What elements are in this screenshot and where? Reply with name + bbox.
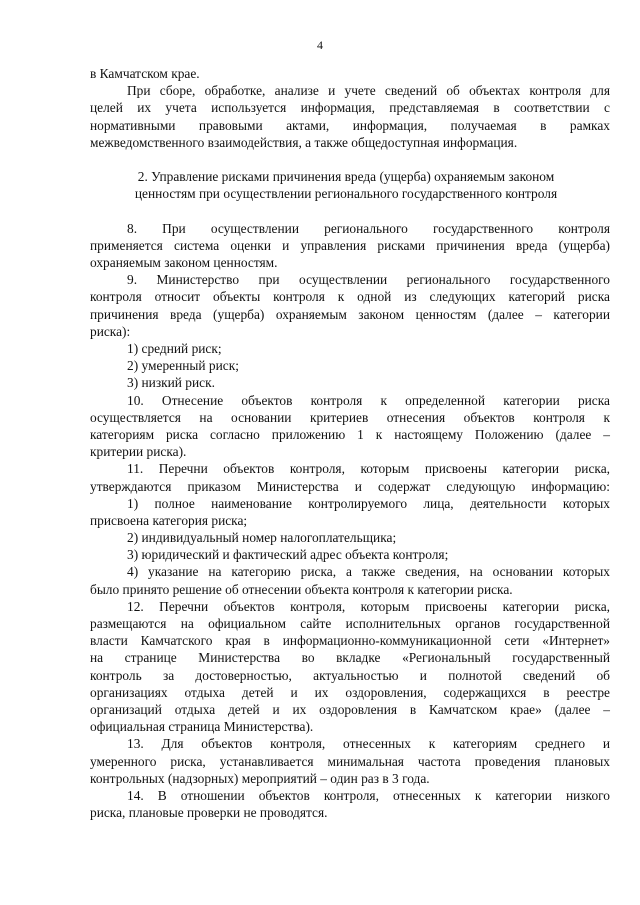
text-line: 1) средний риск; [127,341,222,356]
text-line: риска, плановые проверки не проводятся. [90,805,328,821]
section-heading-line: 2. Управление рисками причинения вреда (ущерба) охраняемым законом [137,169,555,185]
text-line: 13. Для объектов контроля, отнесенных к категориям среднего и [127,736,610,752]
text-line: нормативными правовыми актами, информация, получаемая в рамках [90,117,610,133]
text-line: 4) указание на категорию риска, а также сведения, на основании которых [127,564,610,580]
text-line: 2) умеренный риск; [127,358,239,374]
text-line: в Камчатском крае. [90,66,200,81]
text-line: межведомственного взаимодействия, а также общедоступная информация. [90,134,518,150]
text-line: 3) низкий риск. [127,375,215,391]
text-line: риска): [90,323,131,339]
text-line: 11. Перечни объектов контроля, которым присвоены категории риска, [127,461,610,477]
section-heading-line: ценностям при осуществлении регионального государственного контроля [134,186,558,202]
text-line: власти Камчатского края в информационно-коммуникационной сети «Интернет» [90,633,610,649]
text-line: категориям риска согласно приложению 1 к настоящему Положению (далее – [90,426,610,442]
text-line: 9. Министерство при осуществлении регионального государственного [127,272,610,288]
text-line: было принято решение об отнесении объекта контроля к категории риска. [90,581,513,597]
text-line: причинения вреда (ущерба) охраняемым законом ценностям (далее – категории [90,306,610,322]
text-line: 3) юридический и фактический адрес объекта контроля; [127,547,449,563]
text-line: 2) индивидуальный номер налогоплательщика; [127,530,397,546]
text-line: охраняемым законом ценностям. [90,255,278,271]
text-line: применяется система оценки и управления рисками причинения вреда (ущерба) [90,237,610,253]
text-line: размещаются на официальном сайте исполнительных органов государственной [90,616,610,631]
text-line: утверждаются приказом Министерства и содержат следующую информацию: [90,478,610,494]
text-line: 1) полное наименование контролируемого лица, деятельности которых [127,495,610,511]
document-body [90,65,610,821]
text-line: целей их учета используется информация, представляемая в соответствии с [90,100,610,116]
text-line: 10. Отнесение объектов контроля к определенной категории риска [127,392,610,408]
text-line: 12. Перечни объектов контроля, которым присвоены категории риска, [127,598,610,614]
text-line: присвоена категория риска; [90,512,248,528]
text-line: критерии риска). [90,444,187,460]
text-line: официальная страница Министерства). [90,719,314,735]
blank-line [90,203,610,220]
blank-line [90,151,610,168]
text-line: При сборе, обработке, анализе и учете сведений об объектах контроля для [127,83,610,99]
text-line: осуществляется на основании критериев отнесения объектов контроля к [90,409,610,425]
text-line: контроль за достоверностью, актуальностью и полнотой сведений об [90,667,610,683]
text-line: контрольных (надзорных) мероприятий – один раз в 3 года. [90,770,430,786]
text-line: умеренного риска, устанавливается минимальная частота проведения плановых [90,753,610,769]
text-line: 14. В отношении объектов контроля, отнесенных к категории низкого [127,787,610,803]
page-number: 4 [317,38,323,52]
text-line: организаций отдыха детей и их оздоровления в Камчатском крае» (далее – [90,701,610,717]
text-line: контроля относит объекты контроля к одной из следующих категорий риска [90,289,610,305]
text-line: 8. При осуществлении регионального государственного контроля [127,220,610,236]
text-line: на странице Министерства во вкладке «Региональный государственный [90,650,610,666]
text-line: организациях отдыха детей и их оздоровления, содержащихся в реестре [90,684,610,700]
